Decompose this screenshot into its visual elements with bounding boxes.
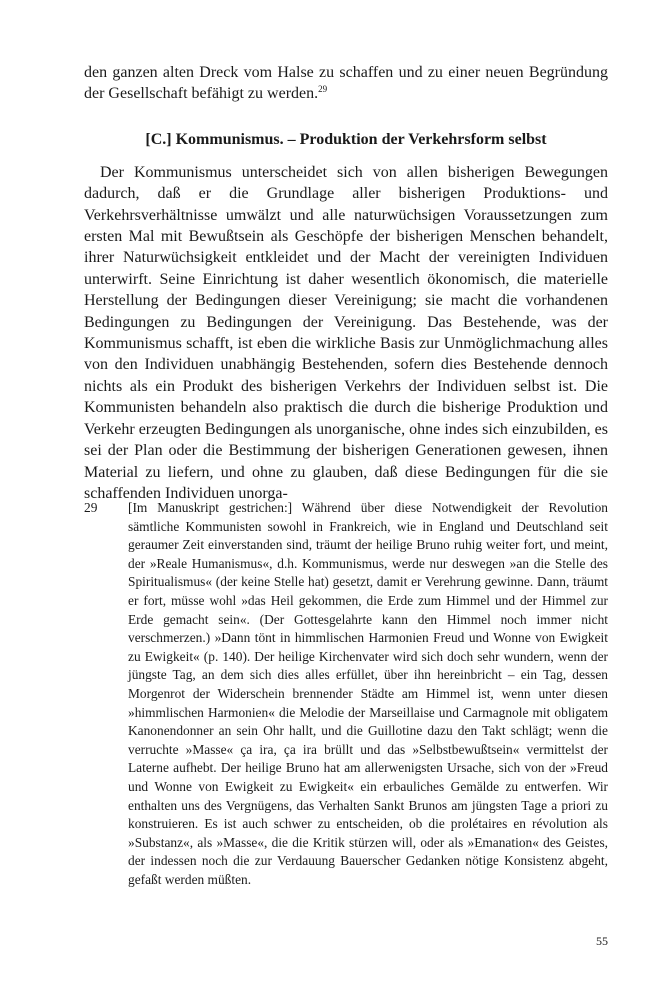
page-number: 55 — [596, 934, 608, 948]
section-heading: [C.] Kommunismus. – Produktion der Verkehrsform selbst — [145, 130, 547, 148]
footnote-area — [84, 499, 608, 889]
footnote-text: [Im Manuskript gestrichen:] Während über diese Notwendigkeit der Revolution sämtliche Kommunisten sowohl in Frankreich, wie in England und Deutschland seit geraumer Zeit einverstanden sind, träumt der heilige Bruno ruhig weiter fort, und meint, der »Reale Humanismus«, d.h. Kommunismus, werde nur deswegen »an die Stelle des Spiritualismus« (der keine Stelle hat) gesetzt, damit er Verehrung gewinne. Dann, träumt er fort, müsse wohl »das Heil gekommen, die Erde zum Himmel und der Himmel zur Erde gemacht sein«. (Der Gottesgelahrte kann den Himmel noch immer nicht verschmerzen.) »Dann tönt in himmlischen Harmonien Freud und Wonne von Ewigkeit zu Ewigkeit« (p. 140). Der heilige Kirchenvater wird sich doch sehr wundern, wenn der jüngste Tag, an dem sich dies alles erfüllet, über ihn hereinbricht – ein Tag, dessen Morgenrot der Widerschein brennender Städte am Himmel ist, wenn unter diesen »himmlischen Harmonien« die Melodie der Marseillaise und Carmagnole mit obligatem Kanonendonner an sein Ohr hallt, und die Guillotine dazu den Takt schlägt; wenn die verruchte »Masse« ça ira, ça ira brüllt und das »Selbstbewußtsein« vermittelst der Laterne aufhebt. Der heilige Bruno hat am allerwenigsten Ursache, sich von der »Freud und Wonne von Ewigkeit zu Ewigkeit« ein erbauliches Gemälde zu entwerfen. Wir enthalten uns des Vergnügens, das Verhalten Sankt Brunos am jüngsten Tage a priori zu konstruieren. Es ist auch schwer zu entscheiden, ob die prolétaires en révolution als »Substanz«, als »Masse«, die die Kritik stürzen will, oder als »Emanation« des Geistes, der indessen noch die zur Verdauung Bauerscher Gedanken nötige Konsistenz abgeht, gefaßt werden müßten. — [128, 500, 608, 887]
footnote-number: 29 — [84, 500, 98, 515]
main-text — [84, 62, 608, 504]
footnote-reference[interactable]: 29 — [318, 84, 328, 95]
paragraph-text: den ganzen alten Dreck vom Halse zu schaffen und zu einer neuen Begründung der Gesellschaft befähigt zu werden. — [84, 64, 608, 103]
footnote-29 — [84, 499, 608, 889]
paragraph-kommunismus: Der Kommunismus unterscheidet sich von allen bisherigen Bewegungen dadurch, daß er die Grundlage aller bisherigen Produktions- und Verkehrsverhältnisse umwälzt und alle naturwüchsigen Voraussetzungen zum ersten Mal mit Bewußtsein als Geschöpfe der bisherigen Menschen behandelt, ihrer Naturwüchsigkeit entkleidet und der Macht der vereinigten Individuen unterwirft. Seine Einrichtung ist daher wesentlich ökonomisch, die materielle Herstellung der Bedingungen dieser Vereinigung; sie macht die vorhandenen Bedingungen zu Bedingungen der Vereinigung. Das Bestehende, was der Kommunismus schafft, ist eben die wirkliche Basis zur Unmöglichmachung alles von den Individuen unabhängig Bestehenden, sofern dies Bestehende dennoch nichts als ein Produkt des bisherigen Verkehrs der Individuen selbst ist. Die Kommunisten behandeln also praktisch die durch die bisherige Produktion und Verkehr erzeugten Bedingungen als unorganische, ohne indes sich einzubilden, es sei der Plan oder die Bestimmung der bisherigen Generationen gewesen, ihnen Material zu liefern, und ohne zu glauben, daß diese Bedingungen für die sie schaffenden Individuen unorga- — [84, 163, 608, 502]
paragraph-continuation — [84, 62, 608, 105]
